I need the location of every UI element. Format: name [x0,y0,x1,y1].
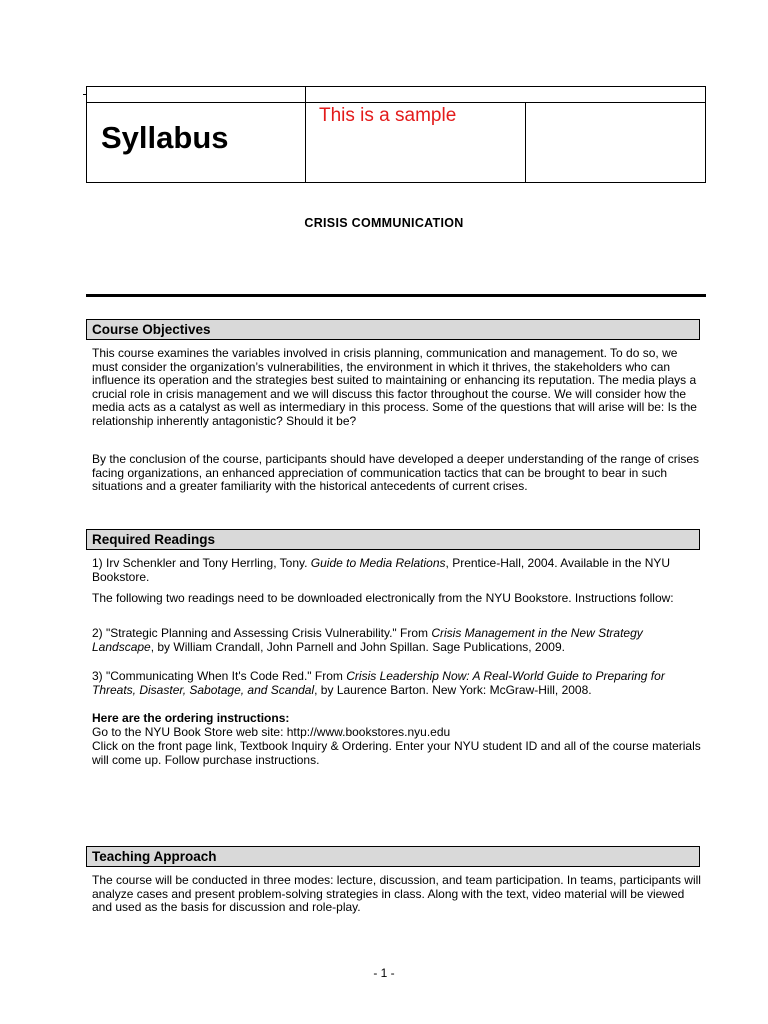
header-table-divider [305,87,306,182]
reading-text: , Prentice-Hall, 2004. Available in the NYU Bookstore. [92,556,671,584]
reading-text: 3) "Communicating When It's Code Red." From [92,669,347,683]
reading-text: , by Laurence Barton. New York: McGraw-Hill, 2008. [314,682,592,697]
reading-text: , by William Crandall, John Parnell and John Spillan. Sage Publications, 2009. [150,639,565,654]
ordering-instructions-heading [92,712,702,726]
reading-title: Crisis Management in the New Strategy Landscape [92,626,643,654]
readings-intro: The following two readings need to be downloaded electronically from the NYU Bookstore. Instructions follow: [92,591,674,605]
reading-item-2 [92,627,702,654]
ordering-instructions-line: Go to the NYU Book Store web site: http://www.bookstores.nyu.edu [92,725,451,739]
reading-text: 1) Irv Schenkler and Tony Herrling, Tony. [92,556,311,570]
objectives-paragraph: This course examines the variables involved in crisis planning, communication and management. To do so, we must consider the organization’s vulnerabilities, the environment in which it thrives, the stakeholders who can influence its operation and the strategies best suited to maintaining or enhancing its reputation. The media plays a crucial role in crisis management and we will discuss this factor throughout the course. We will consider how the media acts as a catalyst as well as intermediary in this process. Some of the questions that will arise will be: Is the relationship inherently antagonistic? Should it be? [92,346,697,428]
section-heading-course-objectives: Course Objectives [86,319,700,340]
objectives-paragraph: By the conclusion of the course, participants should have developed a deeper understanding of the range of crises facing organizations, an enhanced appreciation of communication tactics that can be brought to bear in such situations and a greater familiarity with the historical antecedents of current crises. [92,452,700,494]
course-title: CRISIS COMMUNICATION [304,216,464,230]
title-rule [86,294,706,297]
ordering-instructions-line: Click on the front page link, Textbook Inquiry & Ordering. Enter your NYU student ID and all of the course materials will come up. Follow purchase instructions. [92,739,701,767]
section-heading-teaching-approach: Teaching Approach [86,846,700,867]
sample-note: This is a sample [319,105,457,126]
reading-item-1 [92,557,702,584]
reading-item-3 [92,670,702,697]
syllabus-title: Syllabus [101,120,229,155]
header-table [86,86,706,183]
section-heading-required-readings: Required Readings [86,529,700,550]
teaching-paragraph: The course will be conducted in three modes: lecture, discussion, and team participation. In teams, participants will analyze cases and present problem-solving strategies in class. Along with the text, video material will be viewed and used as the basis for discussion and role-play. [92,873,701,915]
reading-title: Crisis Leadership Now: A Real-World Guide to Preparing for Threats, Disaster, Sabotage, and Scandal [92,669,665,697]
reading-title: Guide to Media Relations [310,556,446,570]
page-number: - 1 - [373,966,395,980]
header-table-rule [87,102,705,103]
header-table-divider [525,102,526,182]
reading-text: 2) "Strategic Planning and Assessing Crisis Vulnerability." From [92,626,432,640]
ordering-heading-text: Here are the ordering instructions: [92,711,290,725]
